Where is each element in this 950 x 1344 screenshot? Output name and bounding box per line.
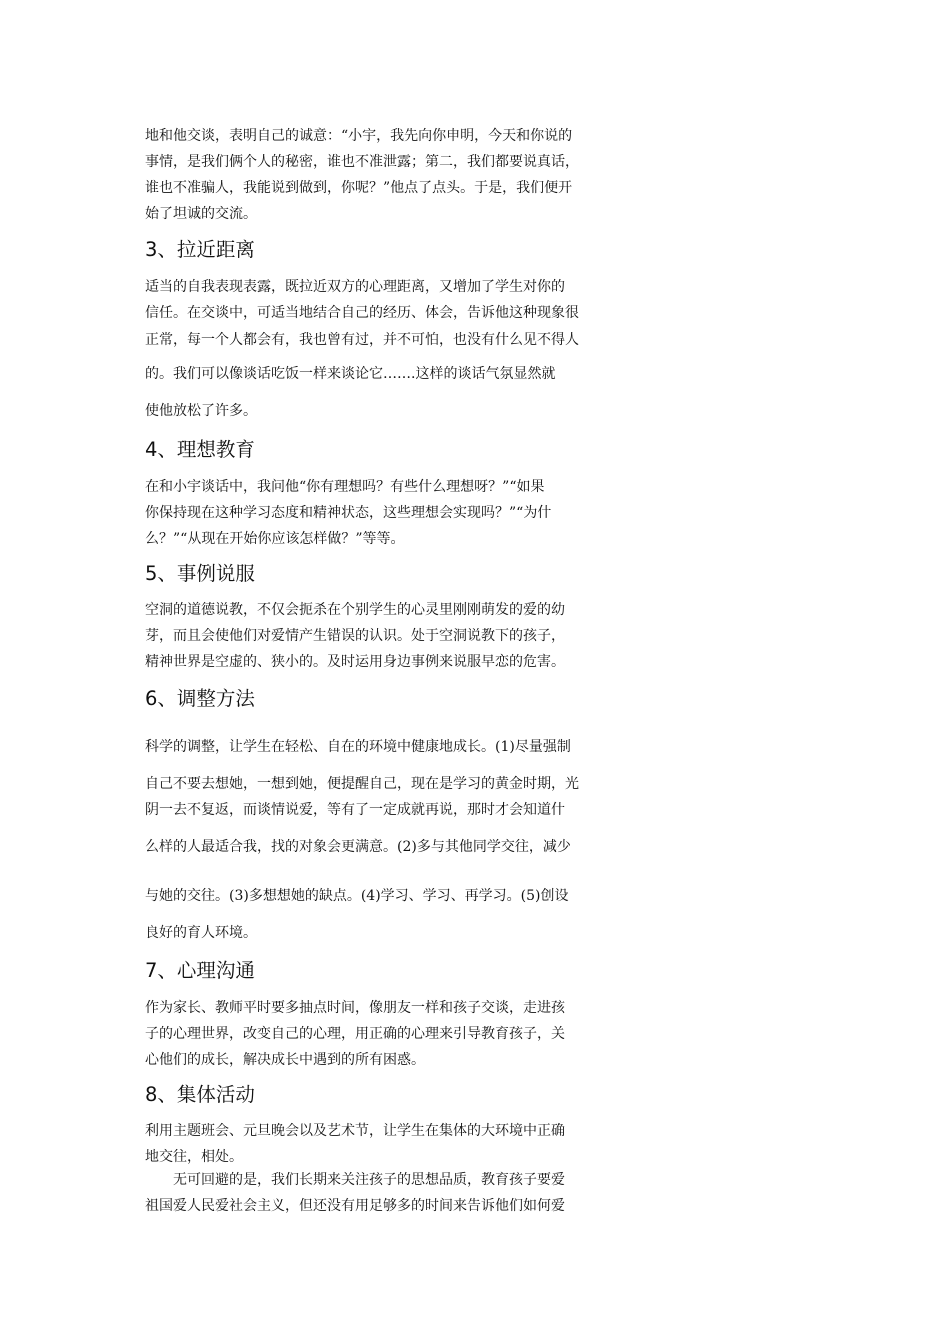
text-line: 么？”“从现在开始你应该怎样做？”等等。 <box>145 531 405 547</box>
text-line: 芽，而且会使他们对爱情产生错误的认识。处于空洞说教下的孩子， <box>145 628 565 644</box>
section-heading: 6、调整方法 <box>145 687 255 710</box>
section-heading: 4、理想教育 <box>145 438 255 461</box>
text-line: 阴一去不复返，而谈情说爱，等有了一定成就再说，那时才会知道什 <box>145 802 565 818</box>
text-line: 使他放松了许多。 <box>145 403 257 419</box>
section-heading: 3、拉近距离 <box>145 238 255 261</box>
text-line: 在和小宇谈话中，我问他“你有理想吗？有些什么理想呀？”“如果 <box>145 479 545 495</box>
text-line: 祖国爱人民爱社会主义，但还没有用足够多的时间来告诉他们如何爱 <box>145 1198 565 1214</box>
text-line: 自己不要去想她，一想到她，便提醒自己，现在是学习的黄金时期，光 <box>145 776 579 792</box>
text-line: 你保持现在这种学习态度和精神状态，这些理想会实现吗？”“为什 <box>145 505 552 521</box>
text-line: 与她的交往。(3)多想想她的缺点。(4)学习、学习、再学习。(5)创设 <box>145 888 569 904</box>
text-line: 么样的人最适合我，找的对象会更满意。(2)多与其他同学交往，减少 <box>145 839 571 855</box>
section-heading: 5、事例说服 <box>145 562 255 585</box>
text-line: 始了坦诚的交流。 <box>145 206 257 222</box>
text-line: 作为家长、教师平时要多抽点时间，像朋友一样和孩子交谈，走进孩 <box>145 1000 565 1016</box>
text-line: 空洞的道德说教，不仅会扼杀在个别学生的心灵里刚刚萌发的爱的幼 <box>145 602 565 618</box>
text-line: 精神世界是空虚的、狭小的。及时运用身边事例来说服早恋的危害。 <box>145 654 565 670</box>
text-line: 适当的自我表现表露，既拉近双方的心理距离，又增加了学生对你的 <box>145 279 565 295</box>
text-line: 子的心理世界，改变自己的心理，用正确的心理来引导教育孩子，关 <box>145 1026 565 1042</box>
text-line: 正常，每一个人都会有，我也曾有过，并不可怕，也没有什么见不得人 <box>145 332 579 348</box>
text-line: 地和他交谈，表明自己的诚意：“小宇，我先向你申明，今天和你说的 <box>145 128 573 144</box>
text-line: 信任。在交谈中，可适当地结合自己的经历、体会，告诉他这种现象很 <box>145 305 579 321</box>
text-line: 利用主题班会、元旦晚会以及艺术节，让学生在集体的大环境中正确 <box>145 1123 565 1139</box>
text-line: 事情，是我们俩个人的秘密，谁也不准泄露；第二，我们都要说真话， <box>145 154 579 170</box>
text-line: 良好的育人环境。 <box>145 925 257 941</box>
text-line: 科学的调整，让学生在轻松、自在的环境中健康地成长。(1)尽量强制 <box>145 739 571 755</box>
section-heading: 8、集体活动 <box>145 1083 255 1106</box>
text-line: 的。我们可以像谈话吃饭一样来谈论它…….这样的谈话气氛显然就 <box>145 366 556 382</box>
text-line: 心他们的成长，解决成长中遇到的所有困惑。 <box>145 1052 425 1068</box>
section-heading: 7、心理沟通 <box>145 959 255 982</box>
text-line: 地交往，相处。 <box>145 1149 243 1165</box>
text-line: 谁也不准骗人，我能说到做到，你呢？”他点了点头。于是，我们便开 <box>145 180 573 196</box>
text-line: 无可回避的是，我们长期来关注孩子的思想品质，教育孩子要爱 <box>145 1172 565 1188</box>
